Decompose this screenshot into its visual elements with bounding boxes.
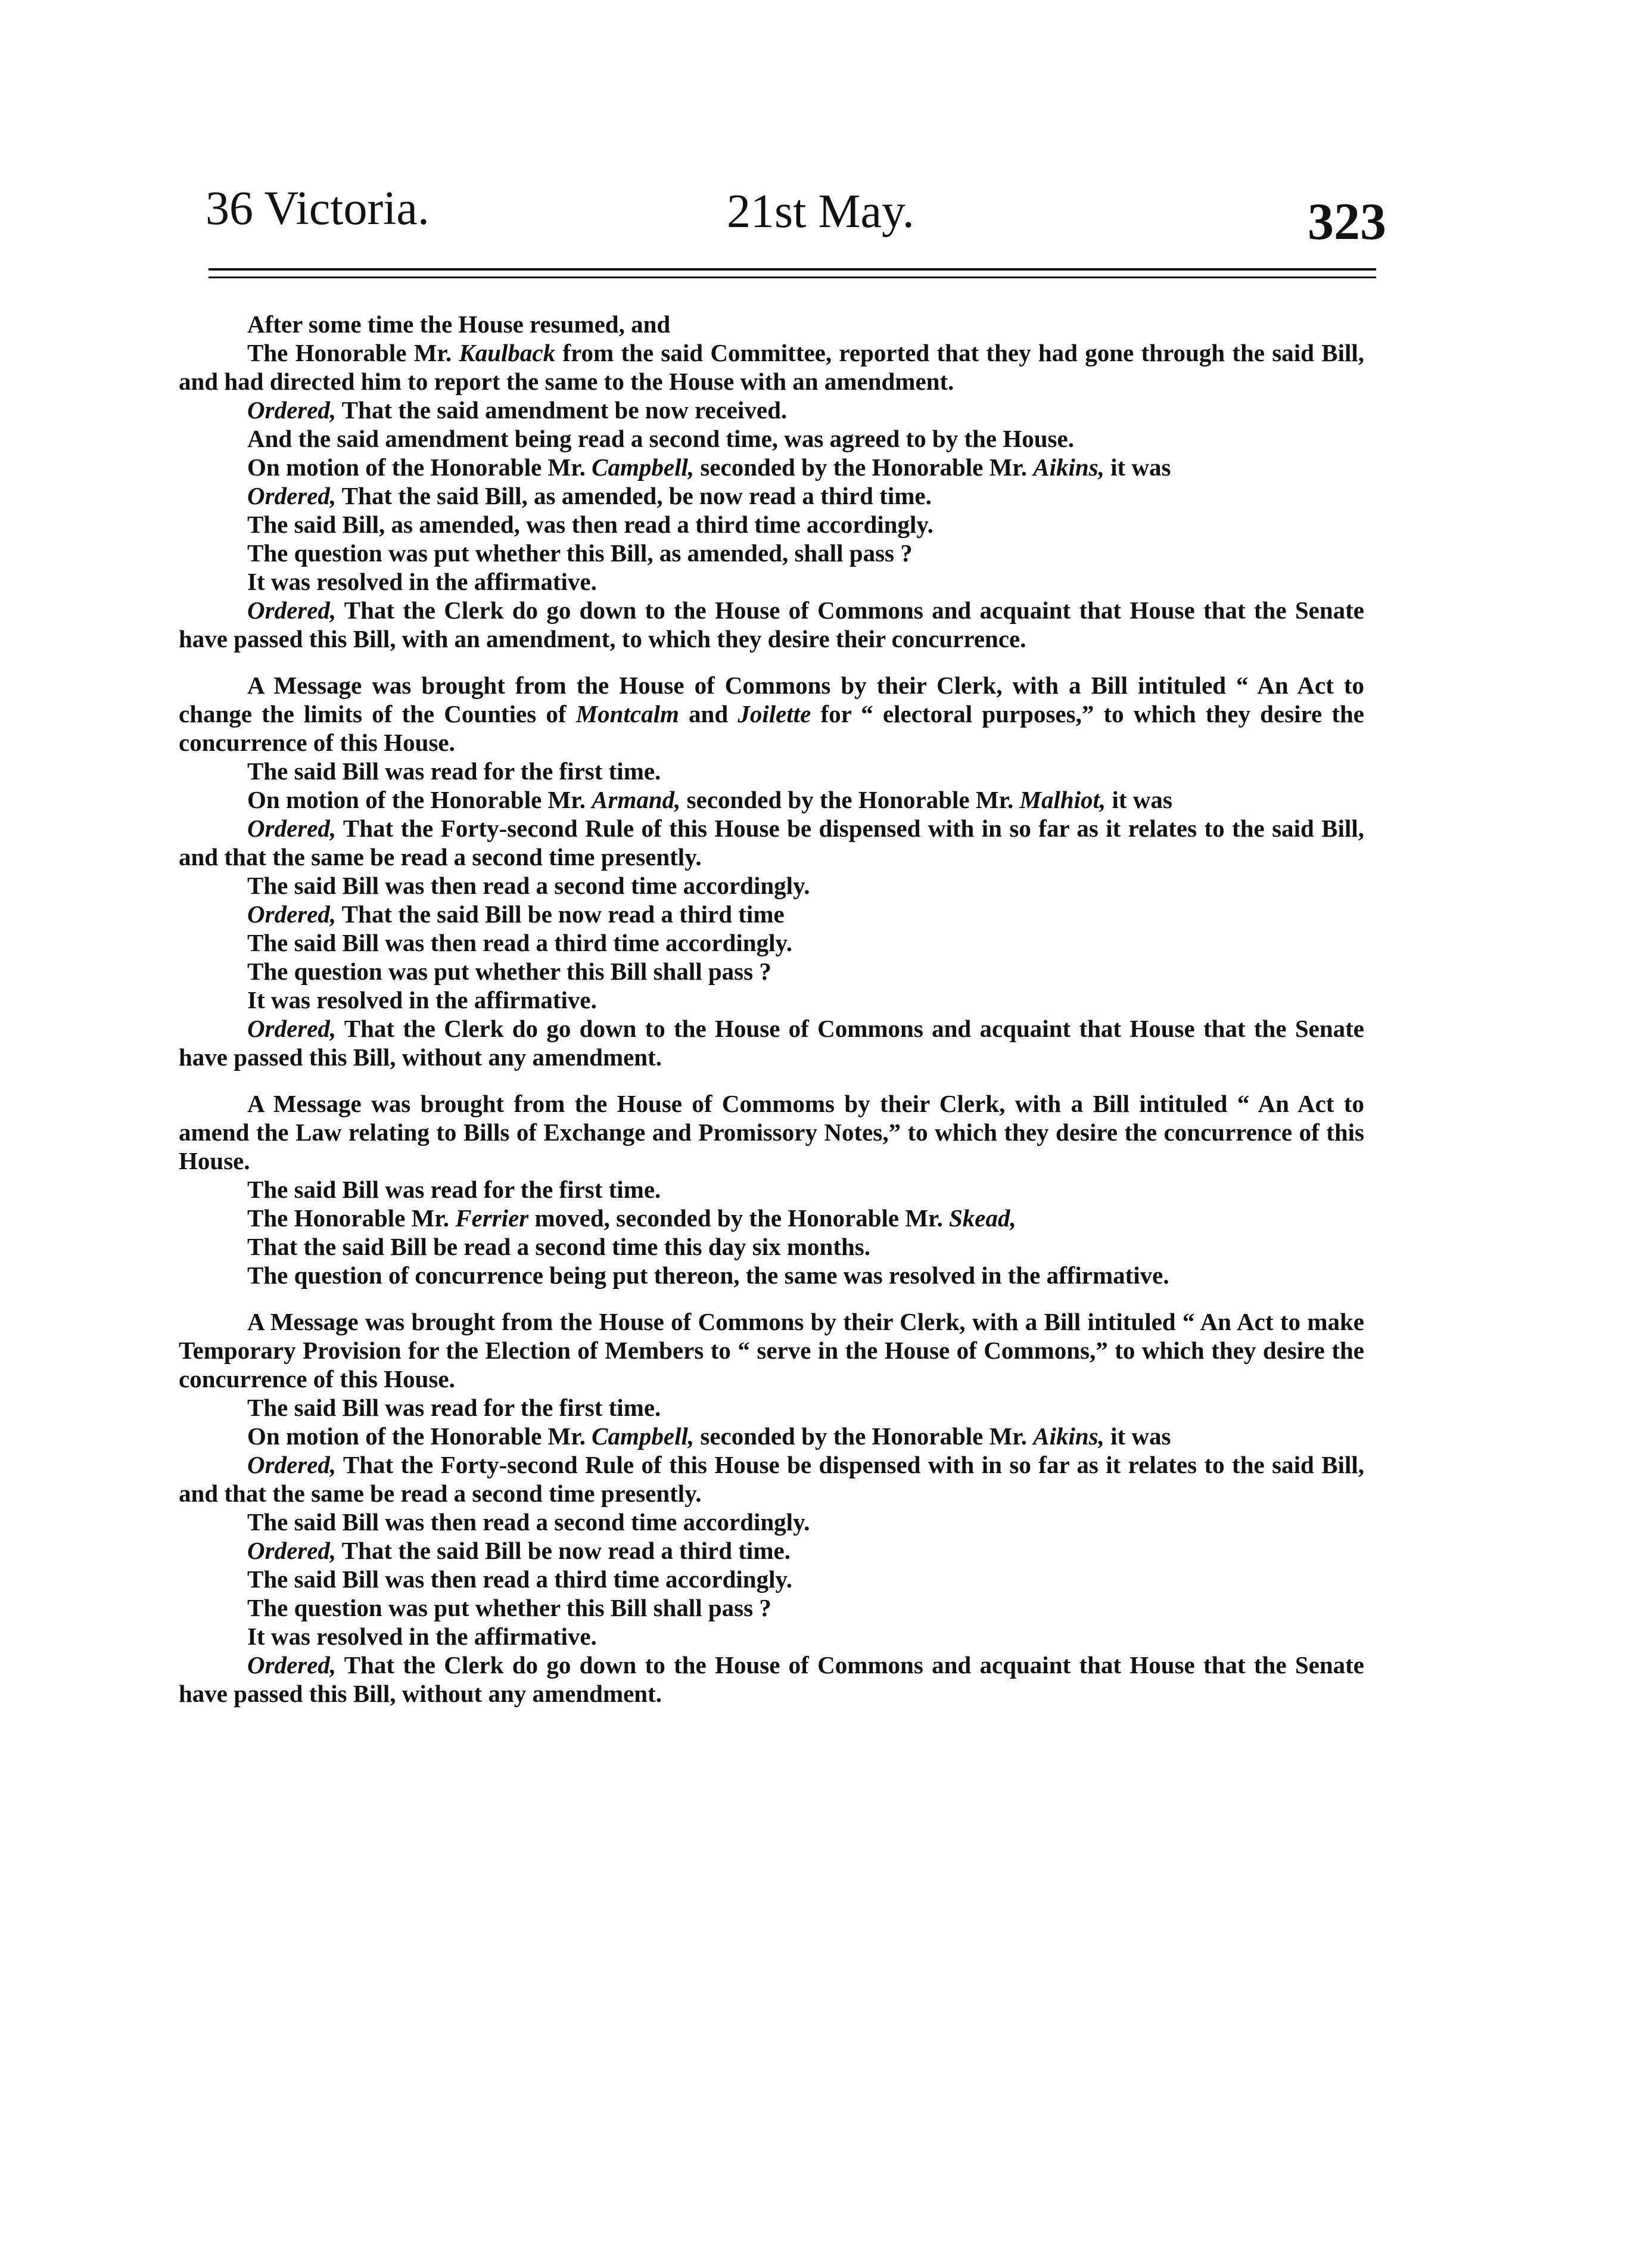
text-run: The said Bill was read for the first time. [247,757,661,785]
text-run: The Honorable Mr. [247,339,459,366]
italic-run: Skead, [949,1204,1016,1232]
journal-paragraph [179,814,1364,871]
italic-run: Campbell, [592,453,695,481]
text-run: seconded by the Honorable Mr. [694,453,1034,481]
text-run: The said Bill was then read a third time accordingly. [247,1565,792,1593]
text-run: it was [1104,1422,1171,1450]
text-run: That the Clerk do go down to the House of Commons and acquaint that House that the Senate have passed this Bill, with an amendment, to which they desire their concurrence. [179,596,1364,653]
text-run: The said Bill was then read a second time accordingly. [247,1508,810,1536]
text-run: The question of concurrence being put thereon, the same was resolved in the affirmative. [247,1262,1169,1289]
text-run: for “ electoral purposes,” to which they desire the concurrence of this House. [179,700,1364,756]
text-run: That the said Bill be now read a third time [336,900,785,928]
italic-run: Ferrier [455,1204,529,1232]
journal-paragraph [179,871,1364,900]
text-run: seconded by the Honorable Mr. [694,1422,1034,1450]
text-run: That the said Bill, as amended, be now read a third time. [336,482,932,509]
journal-paragraph [179,396,1364,424]
text-run: it was [1106,786,1172,813]
text-run: A Message was brought from the House of Commons by their Clerk, with a Bill intituled “ An Act to change the limits of the Counties of [179,672,1364,728]
text-run: That the Forty-second Rule of this House be dispensed with in so far as it relates to the said Bill, and that the same be read a second time presently. [179,1451,1364,1507]
text-run: A Message was brought from the House of Commoms by their Clerk, with a Bill intituled “ An Act to amend the Law relating to Bills of Exchange and Promissory Notes,” to which they desire the concurrence of this House. [179,1090,1364,1175]
text-run: On motion of the Honorable Mr. [247,786,592,813]
journal-paragraph [179,1393,1364,1422]
italic-run: Montcalm [575,700,679,728]
italic-run: Ordered, [247,900,337,928]
journal-paragraph [179,1651,1364,1708]
text-run: The said Bill was read for the first time. [247,1394,661,1421]
journal-paragraph [179,1508,1364,1536]
journal-paragraph [179,671,1364,757]
text-run: That the Forty-second Rule of this House be dispensed with in so far as it relates to the said Bill, and that the same be read a second time presently. [179,815,1364,871]
text-run: The said Bill was then read a third time accordingly. [247,929,792,956]
text-run: That the Clerk do go down to the House of Commons and acquaint that House that the Senate have passed this Bill, without any amendment. [179,1651,1364,1707]
journal-paragraph [179,900,1364,928]
journal-paragraph [179,1204,1364,1232]
text-run: On motion of the Honorable Mr. [247,453,592,481]
italic-run: Ordered, [247,596,337,624]
text-run: it was [1104,453,1171,481]
page-header [0,0,1643,280]
italic-run: Ordered, [247,815,337,842]
journal-paragraph [179,310,1364,338]
italic-run: Campbell, [592,1422,695,1450]
journal-body [179,310,1364,1708]
text-run: That the said amendment be now received. [336,396,788,424]
text-run: The said Bill was read for the first time. [247,1176,661,1203]
text-run: The question was put whether this Bill shall pass ? [247,958,771,985]
italic-run: Ordered, [247,1015,337,1042]
journal-paragraph [179,338,1364,396]
journal-paragraph [179,1565,1364,1593]
text-run: It was resolved in the affirmative. [247,568,597,595]
italic-run: Ordered, [247,1451,337,1478]
journal-paragraph [179,424,1364,453]
italic-run: Aikins, [1033,453,1104,481]
journal-paragraph [179,539,1364,567]
journal-paragraph [179,1261,1364,1290]
session-title: 36 Victoria. [206,182,430,235]
italic-run: Joilette [738,700,811,728]
text-run: That the said Bill be now read a third time. [336,1537,791,1564]
text-run: After some time the House resumed, and [247,310,671,338]
journal-paragraph [179,757,1364,785]
journal-paragraph [179,785,1364,814]
journal-paragraph [179,510,1364,539]
header-rule-bottom [209,276,1376,278]
italic-run: Ordered, [247,1651,337,1679]
journal-paragraph [179,1175,1364,1204]
text-run: The said Bill was then read a second time accordingly. [247,872,810,899]
journal-paragraph [179,1593,1364,1622]
journal-paragraph [179,1450,1364,1508]
italic-run: Malhiot, [1019,786,1106,813]
text-run: moved, seconded by the Honorable Mr. [528,1204,949,1232]
italic-run: Kaulback [459,339,556,366]
italic-run: Ordered, [247,396,337,424]
text-run: That the Clerk do go down to the House of Commons and acquaint that House that the Senate have passed this Bill, without any amendment. [179,1015,1364,1071]
journal-paragraph [179,1307,1364,1393]
journal-paragraph [179,1622,1364,1651]
text-run: A Message was brought from the House of Commons by their Clerk, with a Bill intituled “ An Act to make Temporary Provision for the Election of Members to “ serve in the House of Commons,” to which they desire the concurrence of this House. [179,1308,1364,1393]
journal-paragraph [179,481,1364,510]
journal-paragraph [179,1536,1364,1565]
date-heading: 21st May. [727,185,914,238]
page-number: 323 [1308,193,1386,251]
text-run: That the said Bill be read a second time this day six months. [247,1233,871,1260]
italic-run: Ordered, [247,1537,337,1564]
journal-paragraph [179,1014,1364,1071]
text-run: And the said amendment being read a second time, was agreed to by the House. [247,425,1074,452]
journal-paragraph [179,1422,1364,1450]
text-run: The Honorable Mr. [247,1204,456,1232]
text-run: On motion of the Honorable Mr. [247,1422,592,1450]
journal-paragraph [179,567,1364,596]
header-rule-top [209,268,1376,271]
journal-paragraph [179,1089,1364,1175]
journal-paragraph [179,986,1364,1014]
text-run: seconded by the Honorable Mr. [680,786,1020,813]
text-run: It was resolved in the affirmative. [247,986,597,1014]
italic-run: Aikins, [1033,1422,1104,1450]
text-run: It was resolved in the affirmative. [247,1623,597,1650]
text-run: from the said Committee, reported that they had gone through the said Bill, and had directed him to report the same to the House with an amendment. [179,339,1364,395]
italic-run: Armand, [592,786,681,813]
text-run: and [679,700,738,728]
text-run: The question was put whether this Bill, as amended, shall pass ? [247,539,913,567]
journal-paragraph [179,928,1364,957]
journal-paragraph [179,957,1364,986]
journal-paragraph [179,453,1364,481]
journal-paragraph [179,596,1364,653]
text-run: The question was put whether this Bill shall pass ? [247,1594,771,1621]
italic-run: Ordered, [247,482,337,509]
journal-paragraph [179,1232,1364,1261]
text-run: The said Bill, as amended, was then read a third time accordingly. [247,511,933,538]
